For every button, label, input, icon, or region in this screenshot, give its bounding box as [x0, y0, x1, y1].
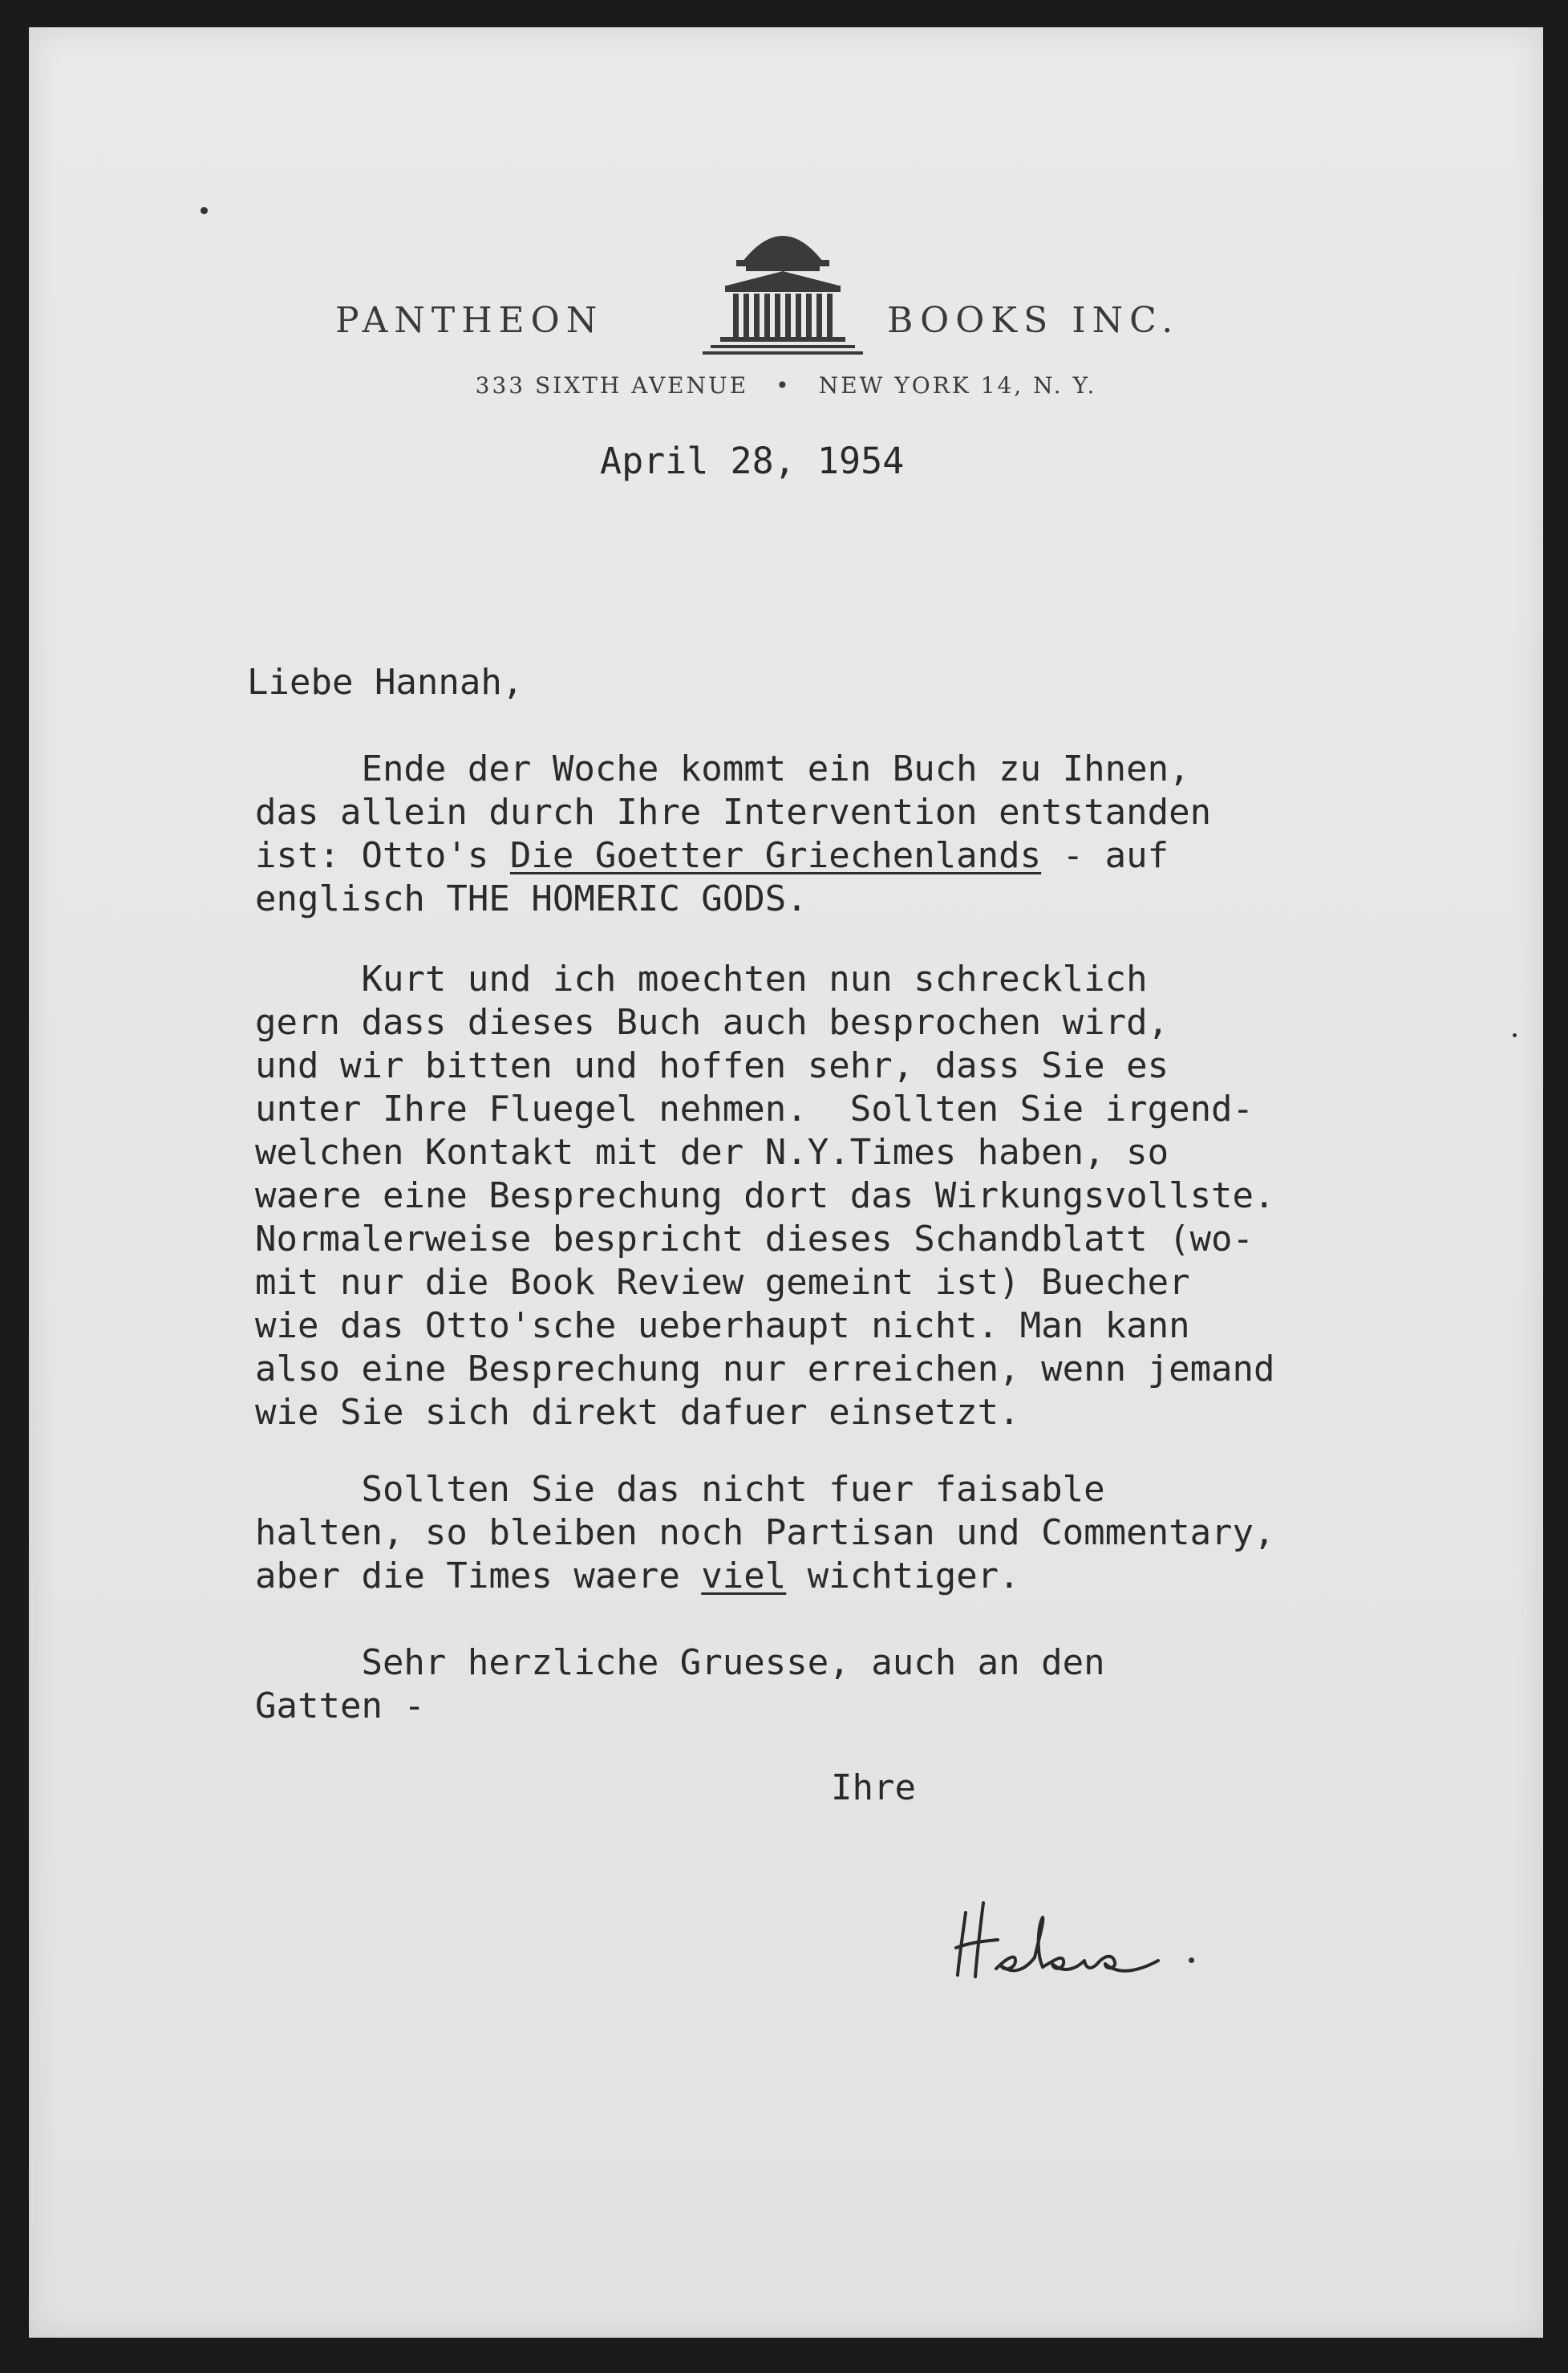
paragraph-line: also eine Besprechung nur erreichen, wenn jemand [255, 1349, 1275, 1389]
paragraph-line: Gatten - [255, 1685, 425, 1726]
paragraph-4 [255, 1641, 1105, 1728]
paragraph-line: Sollten Sie das nicht fuer faisable [255, 1469, 1105, 1510]
letterhead-address [29, 372, 1543, 399]
handwritten-signature [948, 1880, 1189, 1993]
letterhead-name-right: BOOKS INC. [887, 300, 1180, 341]
letterhead-name-left: PANTHEON [335, 300, 604, 341]
paragraph-line: Normalerweise bespricht dieses Schandblatt (wo- [255, 1219, 1254, 1260]
paragraph-line: das allein durch Ihre Intervention entstanden [255, 792, 1212, 833]
address-separator: • [776, 372, 792, 399]
address-street: 333 SIXTH AVENUE [475, 372, 749, 399]
ink-speck [1189, 1957, 1194, 1963]
paragraph-3 [255, 1468, 1275, 1598]
paragraph-line: Kurt und ich moechten nun schrecklich [255, 959, 1148, 1000]
book-title-underlined: Die Goetter Griechenlands [509, 835, 1042, 876]
closing: Ihre [831, 1767, 916, 1808]
letterhead [29, 212, 1543, 420]
paragraph-line: Ende der Woche kommt ein Buch zu Ihnen, [255, 748, 1190, 789]
paragraph-line: unter Ihre Fluegel nehmen. Sollten Sie irgend- [255, 1089, 1254, 1130]
line-text: aber die Times waere [255, 1556, 702, 1596]
pantheon-building-icon [703, 212, 863, 356]
paragraph-line: halten, so bleiben noch Partisan und Commentary, [255, 1512, 1275, 1553]
ink-speck [1513, 1033, 1517, 1037]
paragraph-line: und wir bitten und hoffen sehr, dass Sie es [255, 1045, 1169, 1086]
line-text: - auf [1041, 835, 1169, 876]
paragraph-line [255, 834, 1211, 878]
emphasis-underlined: viel [701, 1556, 787, 1596]
paragraph-line: gern dass dieses Buch auch besprochen wird, [255, 1002, 1169, 1043]
line-text: ist: Otto's [255, 835, 510, 876]
paragraph-line: wie Sie sich direkt dafuer einsetzt. [255, 1392, 1020, 1433]
salutation: Liebe Hannah, [247, 662, 524, 703]
letter-date: April 28, 1954 [600, 440, 905, 482]
paragraph-line [255, 1555, 1275, 1598]
paragraph-2 [255, 958, 1275, 1434]
paragraph-line: englisch THE HOMERIC GODS. [255, 878, 808, 919]
address-city: NEW YORK 14, N. Y. [818, 372, 1097, 399]
paragraph-line: wie das Otto'sche ueberhaupt nicht. Man kann [255, 1305, 1190, 1346]
paragraph-line: welchen Kontakt mit der N.Y.Times haben, so [255, 1132, 1169, 1173]
line-text: wichtiger. [786, 1556, 1020, 1596]
paragraph-line: waere eine Besprechung dort das Wirkungsvollste. [255, 1175, 1275, 1216]
letter-page [29, 27, 1543, 2338]
paragraph-1 [255, 748, 1211, 921]
paragraph-line: mit nur die Book Review gemeint ist) Buecher [255, 1262, 1190, 1303]
paragraph-line: Sehr herzliche Gruesse, auch an den [255, 1642, 1105, 1683]
